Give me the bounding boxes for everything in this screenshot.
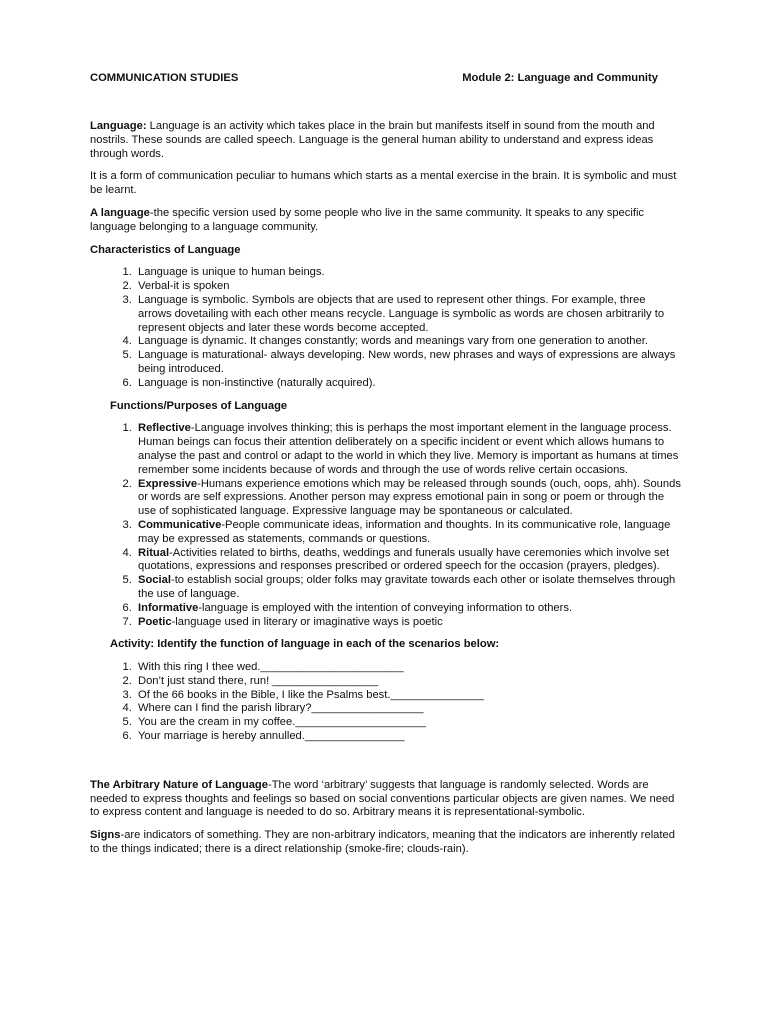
function-term: Expressive (138, 477, 198, 490)
language-definition (90, 120, 682, 161)
activity-list (90, 661, 682, 744)
function-term: Ritual (138, 546, 170, 559)
list-item: 4. Where can I find the parish library?__________________ (135, 702, 682, 716)
list-item (135, 422, 682, 477)
function-text: -Humans experience emotions which may be released through sounds (ouch, oops, ahh). Sounds or words are self expressions. Another person may express emotional pain in song or poem or through the use of sophisticated language. Expressive language may be spontaneous or calculated. (138, 477, 681, 518)
signs-paragraph (90, 829, 682, 857)
list-item (135, 602, 682, 616)
function-text: -Activities related to births, deaths, weddings and funerals usually have ceremonies which involve set quotations, expressions and responses prescribed or ordered speech for the occasion (prayers, pledges). (138, 546, 670, 573)
a-language-definition (90, 207, 682, 235)
function-text: -to establish social groups; older folks may gravitate towards each other or isolate themselves through the use of language. (138, 574, 676, 600)
characteristics-list (90, 266, 682, 390)
function-term: Social (138, 574, 171, 587)
list-item: 4. Language is dynamic. It changes constantly; words and meanings vary from one generation to another. (135, 335, 682, 349)
term-a-language: A language (90, 206, 150, 219)
function-term: Reflective (138, 422, 191, 435)
term-signs: Signs (90, 829, 121, 842)
functions-heading: Functions/Purposes of Language (110, 399, 288, 412)
arbitrary-paragraph (90, 779, 682, 820)
term-language: Language: (90, 120, 147, 132)
signs-text: -are indicators of something. They are non-arbitrary indicators, meaning that the indicators are inherently related to the things indicated; there is a direct relationship (smoke-fire; clouds-rain). (90, 829, 675, 856)
arbitrary-text: -The word ‘arbitrary’ suggests that language is randomly selected. Words are needed to express thoughts and feelings so based on social conventions particular objects are given names. We need to express content and language is needed to do so. Arbitrary means it is representational-symbolic. (90, 778, 675, 819)
function-term: Communicative (138, 518, 222, 531)
function-text: -Language involves thinking; this is perhaps the most important element in the language process. Human beings can focus their attention deliberately on a specific incident or event which allows humans to analyse the past and control or adapt to the world in which they live. Memory is important as humans at times remember some incidents because of words and through the use of words relive certain occasions. (138, 422, 679, 476)
function-text: -People communicate ideas, information and thoughts. In its communicative role, language may be expressed as statements, commands or questions. (138, 518, 671, 545)
functions-list (90, 422, 682, 629)
function-text: -language used in literary or imaginative ways is poetic (171, 615, 443, 628)
language-definition-text: Language is an activity which takes place in the brain but manifests itself in sound from the mouth and nostrils. These sounds are called speech. Language is the general human ability to understand and express ideas through words. (90, 120, 655, 160)
list-item: 1. Language is unique to human beings. (135, 266, 682, 280)
course-title: COMMUNICATION STUDIES (90, 72, 239, 84)
function-term: Informative (138, 601, 199, 614)
activity-heading: Activity: Identify the function of language in each of the scenarios below: (110, 638, 500, 651)
list-item (135, 574, 682, 602)
list-item: 1. With this ring I thee wed._______________________ (135, 661, 682, 675)
function-term: Poetic (138, 615, 172, 628)
list-item: 5. You are the cream in my coffee._____________________ (135, 716, 682, 730)
list-item: 2. Verbal-it is spoken (135, 280, 682, 294)
list-item (135, 547, 682, 575)
list-item (135, 616, 682, 630)
list-item: 6. Your marriage is hereby annulled.________________ (135, 730, 682, 744)
list-item (135, 519, 682, 547)
a-language-definition-text: -the specific version used by some people who live in the same community. It speaks to any specific language belonging to a language community. (90, 206, 645, 233)
list-item: 5. Language is maturational- always developing. New words, new phrases and ways of expressions are always being introduced. (135, 349, 682, 377)
page-header (90, 72, 658, 84)
list-item (135, 478, 682, 519)
document-body (90, 120, 682, 866)
term-arbitrary: The Arbitrary Nature of Language (90, 778, 268, 791)
section-spacer (90, 753, 682, 779)
list-item: 2. Don’t just stand there, run! _________________ (135, 675, 682, 689)
function-text: -language is employed with the intention of conveying information to others. (198, 601, 573, 614)
module-title: Module 2: Language and Community (462, 72, 658, 84)
communication-paragraph: It is a form of communication peculiar to humans which starts as a mental exercise in the brain. It is symbolic and must be learnt. (90, 170, 677, 197)
list-item: 3. Of the 66 books in the Bible, I like the Psalms best._______________ (135, 689, 682, 703)
characteristics-heading: Characteristics of Language (90, 243, 241, 256)
list-item: 3. Language is symbolic. Symbols are objects that are used to represent other things. For example, three arrows dovetailing with each other means recycle. Language is symbolic as words are chosen arbitrarily to represent objects and later these words become accepted. (135, 294, 682, 335)
list-item: 6. Language is non-instinctive (naturally acquired). (135, 377, 682, 391)
